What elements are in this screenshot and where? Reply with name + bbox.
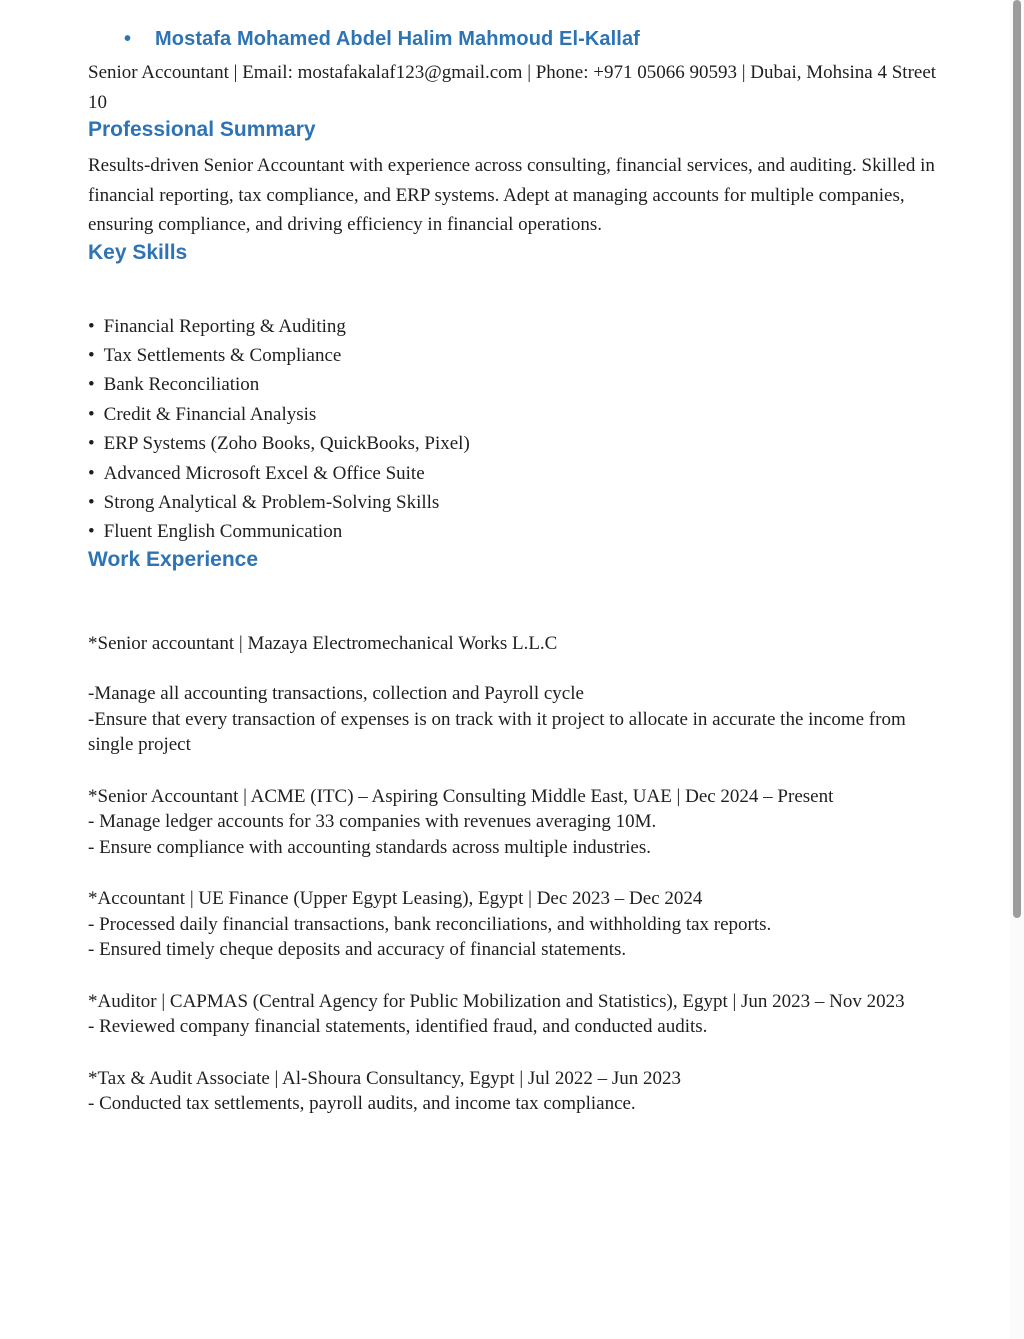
job-detail: - Reviewed company financial statements, identified fraud, and conducted audits. — [88, 1016, 708, 1038]
skill-item: • Strong Analytical & Problem-Solving Skills — [88, 488, 940, 517]
job-title: *Tax & Audit Associate | Al-Shoura Consultancy, Egypt | Jul 2022 – Jun 2023 — [88, 1067, 681, 1089]
section-title-professional-summary: Professional Summary — [88, 118, 316, 141]
job-entry — [88, 631, 940, 758]
key-skills-list — [88, 312, 940, 547]
job-detail: -Ensure that every transaction of expenses is on track with it project to allocate in accurate the income from single project — [88, 708, 906, 756]
resume-document — [88, 26, 940, 1143]
contact-info: Senior Accountant | Email: mostafakalaf123@gmail.com | Phone: +971 05066 90593 | Dubai, Mohsina 4 Street 10 — [88, 62, 937, 113]
job-entry — [88, 1066, 940, 1117]
job-detail: - Ensure compliance with accounting standards across multiple industries. — [88, 836, 651, 858]
job-title: *Accountant | UE Finance (Upper Egypt Leasing), Egypt | Dec 2023 – Dec 2024 — [88, 888, 703, 910]
skill-item: • Credit & Financial Analysis — [88, 400, 940, 429]
candidate-name-line — [88, 26, 940, 52]
job-title: *Senior Accountant | ACME (ITC) – Aspiring Consulting Middle East, UAE | Dec 2024 – Present — [88, 785, 834, 807]
candidate-name: Mostafa Mohamed Abdel Halim Mahmoud El-Kallaf — [155, 28, 640, 50]
skill-item: • ERP Systems (Zoho Books, QuickBooks, Pixel) — [88, 429, 940, 458]
skill-item: • Advanced Microsoft Excel & Office Suite — [88, 459, 940, 488]
job-detail: - Processed daily financial transactions, bank reconciliations, and withholding tax reports. — [88, 913, 772, 935]
section-title-work-experience: Work Experience — [88, 547, 259, 571]
job-detail: - Conducted tax settlements, payroll audits, and income tax compliance. — [88, 1093, 636, 1115]
section-title-key-skills: Key Skills — [88, 240, 188, 264]
scrollbar-track[interactable] — [1010, 0, 1024, 1339]
professional-summary-text: Results-driven Senior Accountant with experience across consulting, financial services, and auditing. Skilled in financial reporting, tax compliance, and ERP systems. Adept at managing accounts for multiple companies, ensuring compliance, and driving efficiency in financial operations. — [88, 155, 935, 235]
job-entry — [88, 784, 940, 861]
list-bullet-marker: • — [124, 28, 132, 50]
skill-item: • Fluent English Communication — [88, 517, 940, 546]
job-title: *Senior accountant | Mazaya Electromechanical Works L.L.C — [88, 632, 558, 654]
work-experience-list — [88, 631, 940, 1117]
job-entry — [88, 989, 940, 1040]
job-detail: -Manage all accounting transactions, collection and Payroll cycle — [88, 683, 584, 705]
skill-item: • Tax Settlements & Compliance — [88, 341, 940, 370]
scrollbar-thumb[interactable] — [1013, 0, 1021, 918]
job-detail: - Manage ledger accounts for 33 companies with revenues averaging 10M. — [88, 811, 657, 833]
job-entry — [88, 886, 940, 963]
skill-item: • Bank Reconciliation — [88, 370, 940, 399]
job-detail: - Ensured timely cheque deposits and accuracy of financial statements. — [88, 939, 627, 961]
job-title: *Auditor | CAPMAS (Central Agency for Public Mobilization and Statistics), Egypt | Jun 2023 – Nov 2023 — [88, 990, 905, 1012]
skill-item: • Financial Reporting & Auditing — [88, 312, 940, 341]
